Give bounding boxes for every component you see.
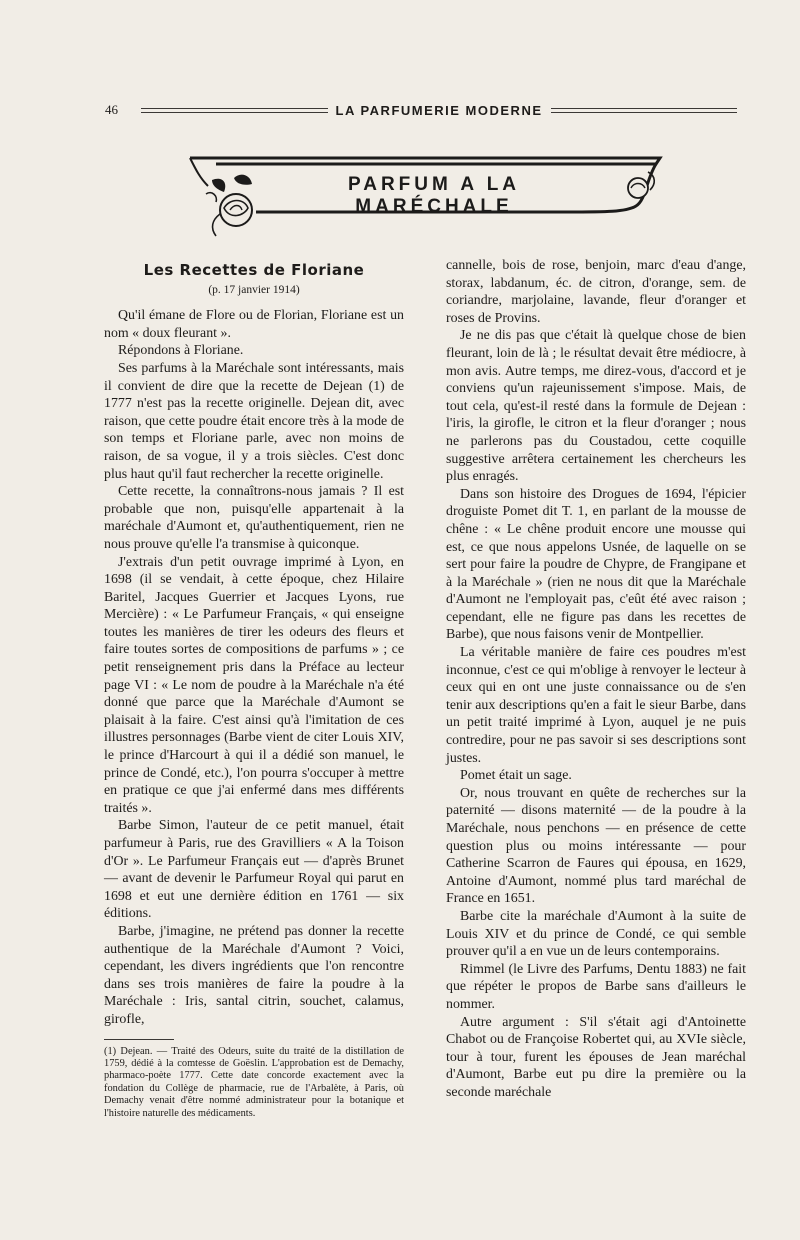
article-banner — [186, 150, 664, 240]
paragraph: Cette recette, la connaîtrons-nous jamais ? Il est probable que non, puisqu'elle appartenait à la maréchale d'Aumont et, qu'authentiquement, rien ne nous prouve qu'elle l'a transmise à quiconque. — [104, 484, 404, 552]
right-column — [446, 257, 746, 1102]
footnote-rule — [104, 1039, 174, 1040]
paragraph: Or, nous trouvant en quête de recherches sur la paternité — disons maternité — de la poudre à la Maréchale, nous penchons — en présence de cette question plus ou moins intéressante — pour Catherine Scarron de Faures qui épousa, en 1629, Antoine d'Aumont, nommé plus tard maréchal de France en 1651. — [446, 785, 746, 907]
section-title: Les Recettes de Floriane — [143, 261, 365, 279]
section-subtitle: (p. 17 janvier 1914) — [208, 283, 300, 296]
left-column — [104, 262, 404, 1120]
paragraph: Pomet était un sage. — [460, 768, 572, 784]
paragraph: Barbe Simon, l'auteur de ce petit manuel, était parfumeur à Paris, rue des Gravilliers « A la Toison d'Or ». Le Parfumeur Français eut — d'après Brunet — avant de devenir le Parfumeur Royal qui parut en 1698 et eut une dernière édition en 1761 — six éditions. — [104, 818, 404, 922]
paragraph: Autre argument : S'il s'était agi d'Antoinette Chabot ou de Françoise Robertet qui, au XVIe siècle, tour à tour, furent les épouses de Jean maréchal d'Aumont, Barbe eut pu dire la première ou la seconde maréchale — [446, 1014, 746, 1100]
header-rule-left — [141, 108, 328, 113]
header-rule-right — [551, 108, 738, 113]
paragraph: Répondons à Floriane. — [118, 343, 244, 359]
paragraph: cannelle, bois de rose, benjoin, marc d'eau d'ange, storax, labdanum, éc. de citron, d'orange, sem. de coriandre, marjolaine, lavande, fleur d'oranger et roses de Provins. — [446, 258, 746, 326]
paragraph: Barbe, j'imagine, ne prétend pas donner la recette authentique de la Maréchale d'Aumont ? Voici, cependant, les divers ingrédients que l'on rencontre dans ses trois manières de faire la poudre à la Maréchale : Iris, santal citrin, souchet, calamus, girofle, — [104, 923, 404, 1027]
paragraph: Ses parfums à la Maréchale sont intéressants, mais il convient de dire que la recette de Dejean (1) de 1777 n'est pas la recette originelle. Dejean dit, avec raison, que cette poudre était encore très à la mode de son temps et Floriane parle, avec non moins de raison, de sa vogue, il y a trois siècles. C'est donc plus haut qu'il faut rechercher la recette originelle. — [104, 360, 404, 482]
journal-title: LA PARFUMERIE MODERNE — [335, 102, 543, 118]
rose-ornament-left — [206, 175, 252, 236]
banner-title: PARFUM A LA MARÉCHALE — [347, 174, 521, 217]
paragraph: Rimmel (le Livre des Parfums, Dentu 1883) ne fait que répéter le propos de Barbe sans d'ailleurs le nommer. — [446, 961, 746, 1012]
running-header — [105, 102, 745, 118]
paragraph: Barbe cite la maréchale d'Aumont à la suite de Louis XIV et du prince de Condé, ce qui semble prouver qu'il a en vue un de leurs contemporains. — [446, 908, 746, 960]
page-number: 46 — [105, 102, 118, 117]
footnote: (1) Dejean. — Traité des Odeurs, suite du traité de la distillation de 1759, dédié à la comtesse de Goëslin. L'approbation est de Demachy, pharmaco-poète 1777. Cette date concorde exactement avec la fondation du Collège de pharmacie, rue de l'Arbalète, à Paris, où Demachy venait d'être nommé administrateur pour la botanique et l'histoire naturelle des médicaments. — [104, 1045, 404, 1119]
paragraph: La véritable manière de faire ces poudres m'est inconnue, c'est ce qui m'oblige à renvoyer le lecteur à ceux qui en ont une juste connaissance ou de s'en tenir aux descriptions qu'en a fait le sieur Barbe, dans un petit traité imprimé à Lyon, auquel je ne puis contredire, pour ne pas savoir si ses descriptions sont justes. — [446, 645, 746, 766]
paragraph: Qu'il émane de Flore ou de Florian, Floriane est un nom « doux fleurant ». — [104, 308, 404, 341]
paragraph: J'extrais d'un petit ouvrage imprimé à Lyon, en 1698 (il se vendait, à cette époque, chez Hilaire Baritel, Jacques Guerrier et Jacques Lyons, rue Mercière) : « Le Parfumeur Français, « qui enseigne toutes les manières de tirer les odeurs des fleurs et faire toutes sortes de compositions de parfums » ; ce petit renseignement pris dans la Préface au lecteur page VI : « Le nom de poudre à la Maréchale n'a été donné que parce que la Maréchale d'Aumont se plaisait à la faire. C'est ainsi qu'à l'imitation de ces illustres personnages (Barbe vient de citer Louis XIV, le prince d'Harcourt à qui il a dédié son manuel, le prince de Condé, etc.), l'on pourra s'occuper à mettre en pratique ce que j'ai enfermé dans mes différents traités ». — [104, 554, 404, 816]
paragraph: Dans son histoire des Drogues de 1694, l'épicier droguiste Pomet dit T. 1, en parlant de la mousse de chêne : « Le chêne produit encore une mousse qui est, ce que nous appelons Usnée, de laquelle on se sert pour faire la poudre de Chypre, de Frangipane et à la Maréchale » (rien ne nous dit que la Maréchale d'Aumont ne l'employait pas, c'eût été avec raison ; cependant, elle ne figure pas dans les recettes de Barbe), que nous faisons venir de Montpellier. — [446, 486, 746, 643]
paragraph: Je ne dis pas que c'était là quelque chose de bien fleurant, loin de là ; le résultat devait être médiocre, à mon avis. Autre temps, me direz-vous, d'accord et je conviens qu'un rajeunissement s'impose. Mais, de tout cela, qu'est-il resté dans la formule de Dejean : l'iris, la girofle, le citron et la fleur d'oranger ; nous ne parlerons pas du Coustadou, cette coquille suggestive arrêtera certainement les chercheurs les plus enragés. — [446, 328, 746, 485]
